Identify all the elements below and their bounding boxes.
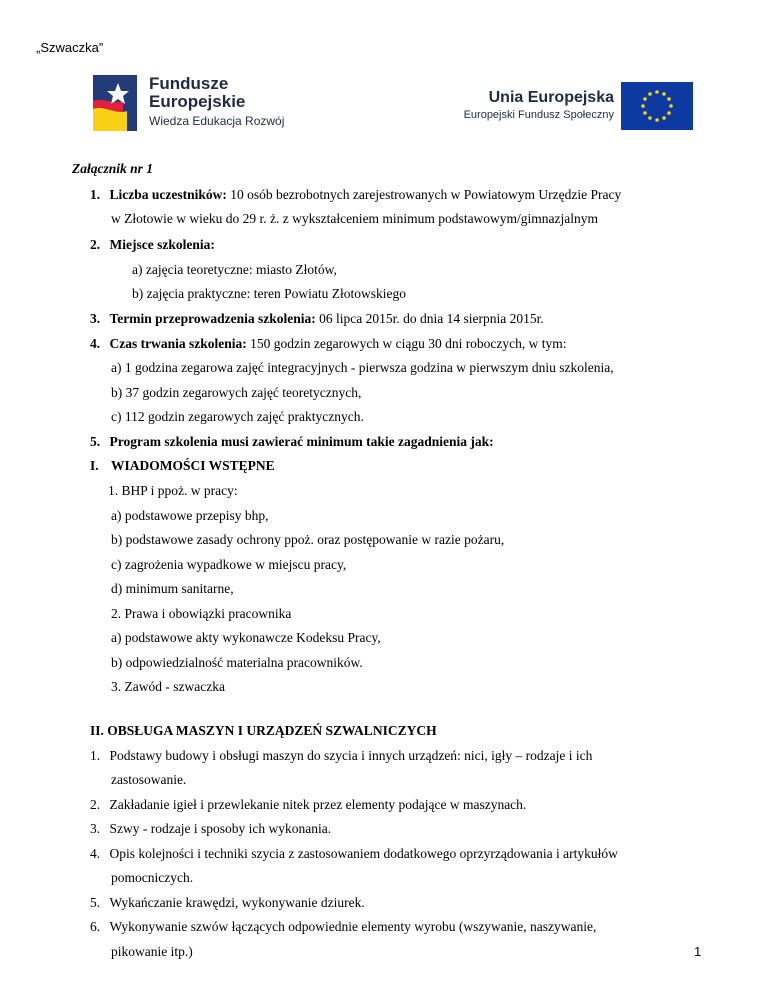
- fe-star-flag-icon: [93, 75, 143, 131]
- section-2-number: 2.: [90, 237, 101, 252]
- ue-logo-line1: Unia Europejska: [488, 89, 614, 106]
- part-2-item: [90, 845, 618, 862]
- part-2-item-number: 5.: [90, 895, 101, 910]
- part-2-item-text: Opis kolejności i techniki szycia z zastosowaniem dodatkowego oprzyrządowania i artykułów: [109, 846, 618, 861]
- section-4-label: Czas trwania szkolenia:: [109, 336, 247, 351]
- part-1-number: I.: [90, 458, 99, 473]
- part-1-line: 1. BHP i ppoż. w pracy:: [108, 483, 238, 498]
- section-4-item-b: b) 37 godzin zegarowych zajęć teoretycznych,: [111, 385, 362, 400]
- part-1-line: a) podstawowe przepisy bhp,: [111, 508, 269, 523]
- part-2-item: [90, 918, 596, 935]
- part-2-item-number: 3.: [90, 821, 101, 836]
- section-5-number: 5.: [90, 434, 101, 449]
- eu-flag-icon: [621, 82, 693, 130]
- fe-logo-line2: Europejskie: [149, 92, 246, 111]
- section-4-item-a: a) 1 godzina zegarowa zajęć integracyjnych - pierwsza godzina w pierwszym dniu szkolenia,: [111, 360, 614, 375]
- part-2-item-number: 6.: [90, 919, 101, 934]
- part-2-item-text: Podstawy budowy i obsługi maszyn do szycia i innych urządzeń: nici, igły – rodzaje i ich: [109, 748, 593, 763]
- section-4-item-c: c) 112 godzin zegarowych zajęć praktycznych.: [111, 409, 364, 424]
- part-2-item-continuation: pomocniczych.: [111, 870, 194, 885]
- section-4-text: 150 godzin zegarowych w ciągu 30 dni roboczych, w tym:: [246, 336, 567, 351]
- part-2-item: [90, 796, 526, 813]
- ue-logo-line2: Europejski Fundusz Społeczny: [463, 109, 614, 121]
- section-3-label: Termin przeprowadzenia szkolenia:: [109, 311, 316, 326]
- section-2-item-b: b) zajęcia praktyczne: teren Powiatu Złotowskiego: [132, 286, 407, 301]
- part-2-item: [90, 747, 592, 764]
- fe-logo-text: [149, 75, 284, 129]
- section-1: [90, 186, 621, 203]
- section-3: [90, 310, 544, 327]
- part-2-item-number: 4.: [90, 846, 101, 861]
- part-1-line: d) minimum sanitarne,: [111, 581, 234, 596]
- part-2-item-text: Wykańczanie krawędzi, wykonywanie dziurek.: [109, 895, 365, 910]
- section-1-number: 1.: [90, 187, 101, 202]
- part-1-line: 2. Prawa i obowiązki pracownika: [111, 606, 292, 621]
- section-3-text: 06 lipca 2015r. do dnia 14 sierpnia 2015r.: [315, 311, 544, 326]
- section-2-label: Miejsce szkolenia:: [109, 237, 215, 252]
- fundusze-europejskie-logo: [93, 75, 303, 133]
- part-1-title: WIADOMOŚCI WSTĘPNE: [111, 458, 275, 473]
- page-number: 1: [694, 944, 702, 959]
- section-5-label: Program szkolenia musi zawierać minimum takie zagadnienia jak:: [109, 434, 494, 449]
- section-4: [90, 335, 567, 352]
- section-1-text: 10 osób bezrobotnych zarejestrowanych w Powiatowym Urzędzie Pracy: [226, 187, 622, 202]
- section-3-number: 3.: [90, 311, 101, 326]
- fe-logo-line3: Wiedza Edukacja Rozwój: [149, 114, 285, 128]
- part-2-item: [90, 820, 331, 837]
- section-2: [90, 236, 215, 253]
- fe-logo-line1: Fundusze: [149, 74, 229, 93]
- part-1-line: c) zagrożenia wypadkowe w miejscu pracy,: [111, 557, 347, 572]
- part-2-item-text: Wykonywanie szwów łączących odpowiednie elementy wyrobu (wszywanie, naszywanie,: [109, 919, 597, 934]
- part-1-line: a) podstawowe akty wykonawcze Kodeksu Pracy,: [111, 630, 381, 645]
- section-5: [90, 433, 494, 450]
- section-2-item-a: a) zajęcia teoretyczne: miasto Złotów,: [132, 262, 337, 277]
- part-2-item-text: Zakładanie igieł i przewlekanie nitek przez elementy podające w maszynach.: [109, 797, 527, 812]
- part-2-title: II. OBSŁUGA MASZYN I URZĄDZEŃ SZWALNICZYCH: [90, 723, 437, 738]
- part-1-line: 3. Zawód - szwaczka: [111, 679, 225, 694]
- section-1-continuation: w Złotowie w wieku do 29 r. ż. z wykształceniem minimum podstawowym/gimnazjalnym: [111, 211, 599, 226]
- part-2-item-text: Szwy - rodzaje i sposoby ich wykonania.: [109, 821, 332, 836]
- part-1-line: b) odpowiedzialność materialna pracowników.: [111, 655, 363, 670]
- part-2-item-continuation: zastosowanie.: [111, 772, 187, 787]
- unia-europejska-logo-text: [446, 89, 614, 123]
- document-header-title: „Szwaczka”: [36, 40, 104, 55]
- part-2-item: [90, 894, 365, 911]
- part-2-item-continuation: pikowanie itp.): [111, 944, 193, 959]
- part-2-item-number: 2.: [90, 797, 101, 812]
- part-2-item-number: 1.: [90, 748, 101, 763]
- section-1-label: Liczba uczestników:: [109, 187, 227, 202]
- section-4-number: 4.: [90, 336, 101, 351]
- part-1-line: b) podstawowe zasady ochrony ppoż. oraz postępowanie w razie pożaru,: [111, 532, 505, 547]
- annex-title: Załącznik nr 1: [72, 161, 154, 176]
